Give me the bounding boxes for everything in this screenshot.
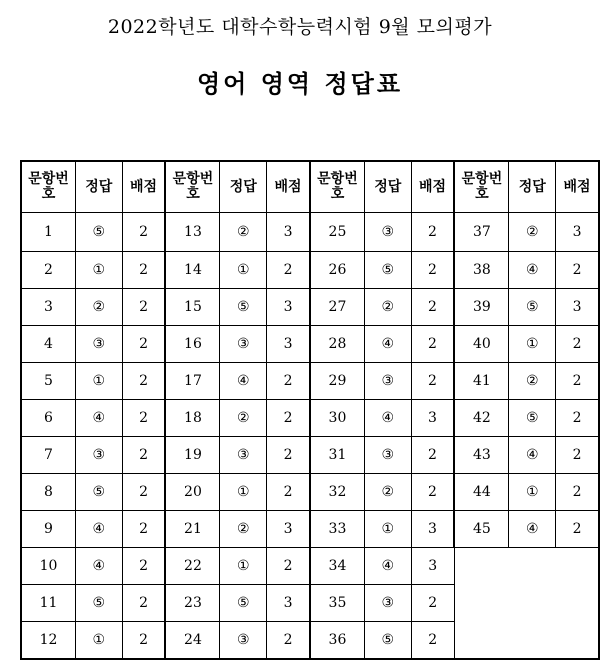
- points-cell: 2: [122, 622, 165, 660]
- question-number-cell: 16: [165, 326, 219, 363]
- points-cell: 2: [411, 213, 454, 252]
- points-cell: 2: [411, 252, 454, 289]
- answer-cell: ②: [220, 511, 267, 548]
- question-number-cell: 37: [454, 213, 508, 252]
- points-cell: 3: [267, 213, 310, 252]
- question-number-cell: 27: [310, 289, 364, 326]
- question-number-cell: 11: [21, 585, 75, 622]
- question-number-cell: 3: [21, 289, 75, 326]
- points-cell: 2: [556, 326, 599, 363]
- question-number-cell: 1: [21, 213, 75, 252]
- empty-cell: [556, 622, 599, 660]
- points-cell: 2: [411, 474, 454, 511]
- points-cell: 2: [267, 252, 310, 289]
- question-number-cell: 15: [165, 289, 219, 326]
- answer-header: 정답: [509, 161, 556, 213]
- answer-cell: ③: [364, 437, 411, 474]
- answer-cell: ③: [75, 437, 122, 474]
- answer-cell: ②: [220, 400, 267, 437]
- points-header: 배점: [411, 161, 454, 213]
- empty-cell: [509, 622, 556, 660]
- answer-cell: ⑤: [75, 474, 122, 511]
- question-number-cell: 30: [310, 400, 364, 437]
- question-number-cell: 10: [21, 548, 75, 585]
- answer-cell: ⑤: [75, 585, 122, 622]
- question-number-header: 문항번호: [454, 161, 508, 213]
- document-title: 2022학년도 대학수학능력시험 9월 모의평가: [107, 16, 493, 38]
- question-number-cell: 9: [21, 511, 75, 548]
- answer-cell: ②: [364, 474, 411, 511]
- question-number-cell: 33: [310, 511, 364, 548]
- points-cell: 3: [411, 400, 454, 437]
- question-number-cell: 14: [165, 252, 219, 289]
- question-number-header: 문항번호: [310, 161, 364, 213]
- points-cell: 2: [267, 548, 310, 585]
- answer-key-body: [21, 213, 599, 660]
- points-cell: 2: [122, 437, 165, 474]
- table-row: [21, 511, 599, 548]
- question-number-cell: 12: [21, 622, 75, 660]
- points-cell: 2: [267, 363, 310, 400]
- answer-cell: ③: [75, 326, 122, 363]
- table-row: [21, 548, 599, 585]
- answer-cell: ③: [364, 213, 411, 252]
- question-number-cell: 5: [21, 363, 75, 400]
- points-cell: 2: [267, 437, 310, 474]
- points-cell: 2: [122, 326, 165, 363]
- question-number-cell: 28: [310, 326, 364, 363]
- answer-cell: ⑤: [364, 622, 411, 660]
- answer-cell: ④: [220, 363, 267, 400]
- question-number-cell: 23: [165, 585, 219, 622]
- answer-cell: ⑤: [509, 289, 556, 326]
- points-cell: 2: [122, 548, 165, 585]
- answer-header: 정답: [75, 161, 122, 213]
- question-number-cell: 17: [165, 363, 219, 400]
- question-number-cell: 24: [165, 622, 219, 660]
- answer-cell: ②: [75, 289, 122, 326]
- question-number-cell: 2: [21, 252, 75, 289]
- question-number-cell: 29: [310, 363, 364, 400]
- points-cell: 3: [556, 289, 599, 326]
- points-cell: 2: [122, 400, 165, 437]
- question-number-header: 문항번호: [21, 161, 75, 213]
- question-number-cell: 36: [310, 622, 364, 660]
- points-cell: 2: [411, 326, 454, 363]
- question-number-cell: 40: [454, 326, 508, 363]
- answer-cell: ⑤: [220, 289, 267, 326]
- points-cell: 2: [556, 474, 599, 511]
- question-number-cell: 26: [310, 252, 364, 289]
- points-cell: 2: [122, 289, 165, 326]
- question-number-cell: 43: [454, 437, 508, 474]
- points-cell: 2: [411, 437, 454, 474]
- points-cell: 2: [122, 511, 165, 548]
- points-cell: 2: [122, 585, 165, 622]
- answer-cell: ④: [509, 252, 556, 289]
- answer-cell: ④: [509, 437, 556, 474]
- answer-cell: ①: [364, 511, 411, 548]
- table-row: [21, 252, 599, 289]
- points-cell: 2: [122, 213, 165, 252]
- points-cell: 3: [267, 326, 310, 363]
- points-cell: 2: [411, 585, 454, 622]
- table-row: [21, 474, 599, 511]
- empty-cell: [454, 548, 508, 585]
- question-number-cell: 42: [454, 400, 508, 437]
- points-cell: 3: [267, 511, 310, 548]
- empty-cell: [454, 585, 508, 622]
- question-number-cell: 45: [454, 511, 508, 548]
- points-header: 배점: [556, 161, 599, 213]
- points-cell: 2: [122, 363, 165, 400]
- question-number-cell: 35: [310, 585, 364, 622]
- table-row: [21, 213, 599, 252]
- answer-header: 정답: [364, 161, 411, 213]
- answer-cell: ④: [75, 548, 122, 585]
- question-number-cell: 8: [21, 474, 75, 511]
- answer-cell: ③: [364, 585, 411, 622]
- answer-cell: ④: [509, 511, 556, 548]
- points-cell: 3: [267, 289, 310, 326]
- points-cell: 2: [411, 289, 454, 326]
- answer-cell: ①: [220, 474, 267, 511]
- points-cell: 2: [267, 622, 310, 660]
- answer-header: 정답: [220, 161, 267, 213]
- points-cell: 2: [556, 511, 599, 548]
- points-cell: 2: [122, 252, 165, 289]
- answer-cell: ③: [364, 363, 411, 400]
- question-number-cell: 41: [454, 363, 508, 400]
- points-cell: 2: [411, 363, 454, 400]
- answer-cell: ③: [220, 437, 267, 474]
- answer-cell: ③: [220, 622, 267, 660]
- points-cell: 2: [267, 474, 310, 511]
- answer-cell: ①: [220, 548, 267, 585]
- answer-cell: ⑤: [509, 400, 556, 437]
- answer-key-table: [20, 160, 600, 660]
- question-number-cell: 31: [310, 437, 364, 474]
- table-row: [21, 363, 599, 400]
- empty-cell: [509, 548, 556, 585]
- table-row: [21, 437, 599, 474]
- answer-cell: ⑤: [220, 585, 267, 622]
- points-cell: 2: [267, 400, 310, 437]
- table-row: [21, 585, 599, 622]
- question-number-cell: 19: [165, 437, 219, 474]
- answer-cell: ③: [220, 326, 267, 363]
- answer-cell: ①: [75, 363, 122, 400]
- answer-cell: ⑤: [75, 213, 122, 252]
- answer-cell: ④: [75, 400, 122, 437]
- answer-cell: ①: [220, 252, 267, 289]
- question-number-cell: 39: [454, 289, 508, 326]
- answer-cell: ④: [364, 326, 411, 363]
- points-cell: 2: [556, 252, 599, 289]
- points-cell: 2: [122, 474, 165, 511]
- table-row: [21, 622, 599, 660]
- question-number-cell: 4: [21, 326, 75, 363]
- document-subtitle: 영어 영역 정답표: [197, 69, 403, 98]
- question-number-cell: 34: [310, 548, 364, 585]
- table-row: [21, 289, 599, 326]
- answer-cell: ④: [364, 548, 411, 585]
- answer-cell: ②: [509, 213, 556, 252]
- answer-cell: ②: [364, 289, 411, 326]
- table-row: [21, 326, 599, 363]
- points-cell: 3: [411, 548, 454, 585]
- answer-cell: ②: [220, 213, 267, 252]
- table-row: [21, 400, 599, 437]
- answer-cell: ⑤: [364, 252, 411, 289]
- answer-cell: ④: [75, 511, 122, 548]
- question-number-cell: 20: [165, 474, 219, 511]
- empty-cell: [556, 585, 599, 622]
- question-number-cell: 22: [165, 548, 219, 585]
- question-number-cell: 6: [21, 400, 75, 437]
- question-number-cell: 38: [454, 252, 508, 289]
- question-number-cell: 32: [310, 474, 364, 511]
- answer-cell: ①: [75, 622, 122, 660]
- points-cell: 2: [411, 622, 454, 660]
- points-header: 배점: [267, 161, 310, 213]
- question-number-cell: 25: [310, 213, 364, 252]
- question-number-cell: 21: [165, 511, 219, 548]
- table-header-row: [21, 161, 599, 213]
- answer-cell: ④: [364, 400, 411, 437]
- answer-cell: ①: [509, 326, 556, 363]
- question-number-cell: 7: [21, 437, 75, 474]
- points-cell: 3: [411, 511, 454, 548]
- empty-cell: [556, 548, 599, 585]
- points-cell: 3: [556, 213, 599, 252]
- points-cell: 2: [556, 437, 599, 474]
- empty-cell: [454, 622, 508, 660]
- question-number-cell: 44: [454, 474, 508, 511]
- empty-cell: [509, 585, 556, 622]
- question-number-header: 문항번호: [165, 161, 219, 213]
- points-cell: 2: [556, 400, 599, 437]
- answer-cell: ②: [509, 363, 556, 400]
- question-number-cell: 13: [165, 213, 219, 252]
- points-header: 배점: [122, 161, 165, 213]
- answer-cell: ①: [509, 474, 556, 511]
- answer-cell: ①: [75, 252, 122, 289]
- question-number-cell: 18: [165, 400, 219, 437]
- points-cell: 3: [267, 585, 310, 622]
- points-cell: 2: [556, 363, 599, 400]
